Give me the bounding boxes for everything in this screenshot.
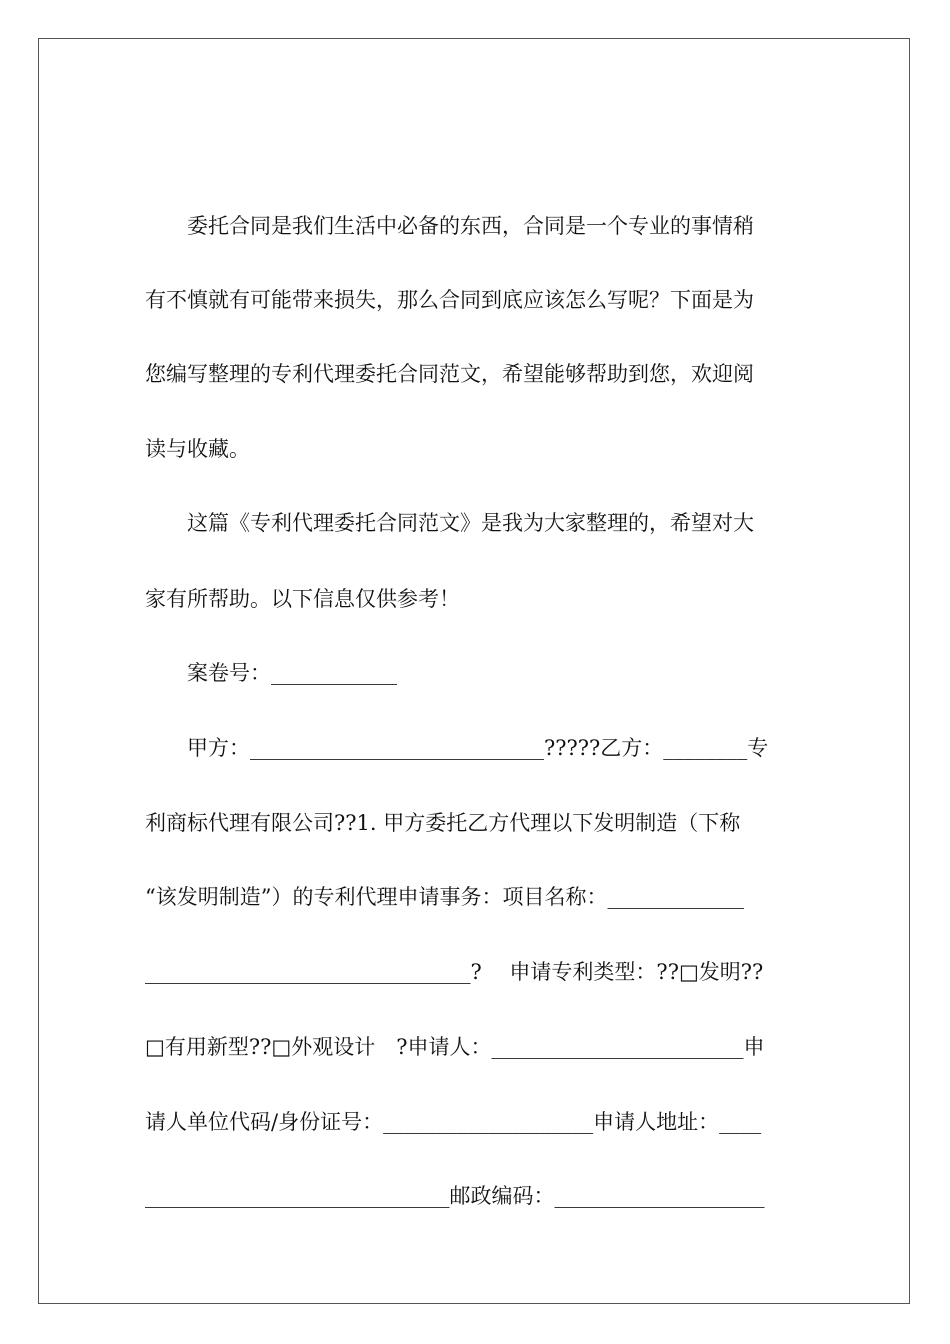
text-line-2: 有不慎就有可能带来损失，那么合同到底应该怎么写呢？下面是为 [145, 288, 754, 312]
text-line-7: 案卷号：____________ [145, 661, 397, 685]
text-line-4: 读与收藏。 [145, 437, 250, 461]
text-line-8: 甲方：____________________________?????乙方：________专 [145, 736, 769, 760]
text-line-9: 利商标代理有限公司??1. 甲方委托乙方代理以下发明制造（下称 [145, 811, 741, 835]
text-line-13: 请人单位代码/身份证号：____________________申请人地址：____ [145, 1110, 762, 1134]
text-line-6: 家有所帮助。以下信息仅供参考！ [145, 587, 460, 611]
text-line-10: “该发明制造”）的专利代理申请事务：项目名称：_____________ [145, 885, 744, 909]
text-line-5: 这篇《专利代理委托合同范文》是我为大家整理的，希望对大 [145, 511, 754, 535]
text-line-12: □有用新型??□外观设计 ?申请人：________________________申 [145, 1035, 765, 1059]
text-line-1: 委托合同是我们生活中必备的东西，合同是一个专业的事情稍 [145, 214, 754, 238]
text-line-3: 您编写整理的专利代理委托合同范文，希望能够帮助到您，欢迎阅 [145, 362, 754, 386]
text-line-11: _______________________________? 申请专利类型：??□发明?? [145, 960, 764, 984]
text-line-14: _____________________________邮政编码：____________________ [145, 1184, 765, 1208]
